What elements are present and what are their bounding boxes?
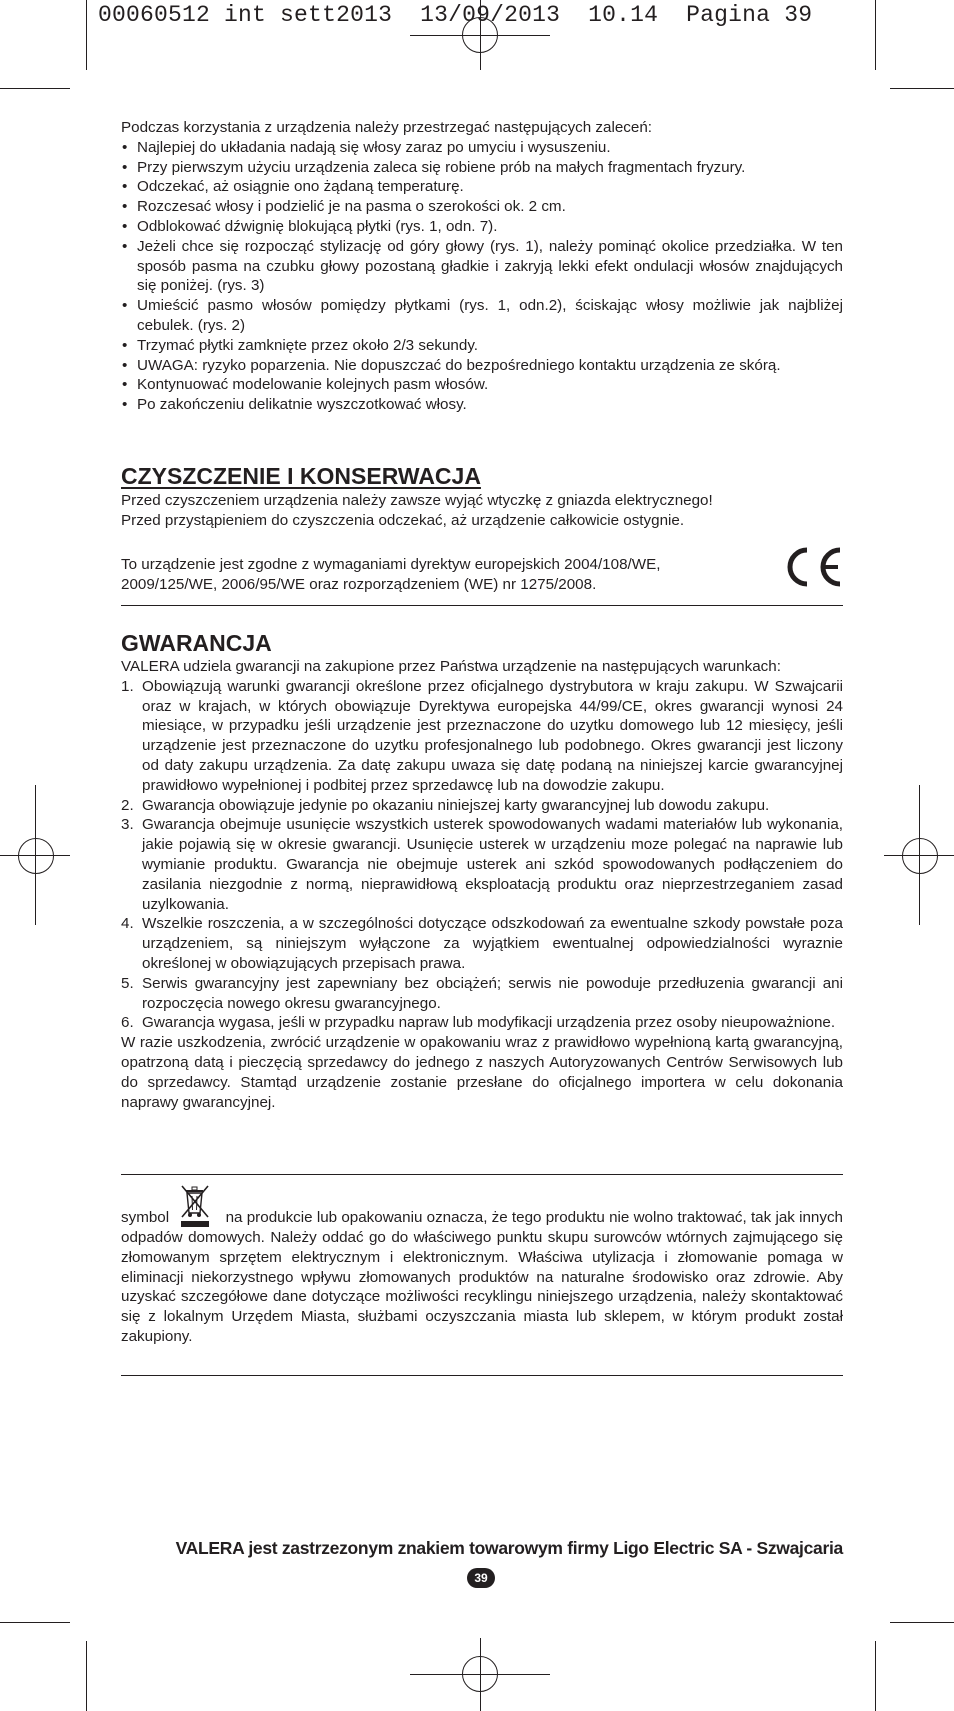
disposal-notice bbox=[121, 1184, 843, 1347]
disposal-text: na produkcie lub opakowaniu oznacza, że tego produktu nie wolno traktować, tak jak innych odpadów domowych. Należy oddać go do właściwego punktu skupu surowców wtórnych zajmującego się złomowanym sprzętem elektrycznym i elektronicznym. Właściwa utylizacja i złomowanie pomaga w eliminacji niekorzystnego wpływu złomowanych produktów na naturalne środowisko oraz zdrowie. Aby uzyskać szczegółowe dane dotyczące możliwości recyklingu niniejszego urządzenia, należy skontaktować się z lokalnym Urzędem Miasta, służbami oczyszczania miasta lub sklepem, w którym produkt został zakupiony. bbox=[121, 1209, 843, 1345]
page-number-badge: 39 bbox=[467, 1568, 495, 1588]
list-item: 4. Wszelkie roszczenia, a w szczególności dotyczące odszkodowań za ewentualne szkody powstałe poza urządzeniem, są niniejszym wyłączone za wyjątkiem ewentualnej odpowiedzialności wyraznie określonej w obowiązujących przepisach prawa. bbox=[121, 915, 843, 972]
trademark-notice: VALERA jest zastrzezonym znakiem towarowym firmy Ligo Electric SA - Szwajcaria bbox=[175, 1538, 843, 1558]
printer-slug bbox=[98, 2, 812, 28]
list-item: • Rozczesać włosy i podzielić je na pasma o szerokości ok. 2 cm. bbox=[121, 197, 843, 217]
slug-page: Pagina 39 bbox=[686, 2, 813, 28]
list-item: • Najlepiej do układania nadają się włosy zaraz po umyciu i wysuszeniu. bbox=[121, 138, 843, 158]
crop-mark-top-left-vertical bbox=[86, 0, 87, 70]
crop-mark-bottom-left-vertical bbox=[86, 1641, 87, 1711]
divider bbox=[121, 1174, 843, 1175]
list-item: • Przy pierwszym użyciu urządzenia zaleca się robiene prób na małych fragmentach fryzury. bbox=[121, 158, 843, 178]
crop-mark-bottom-left-horizontal bbox=[0, 1622, 70, 1623]
list-item: • Trzymać płytki zamknięte przez około 2/3 sekundy. bbox=[121, 336, 843, 356]
list-item: • Po zakończeniu delikatnie wyszczotkować włosy. bbox=[121, 395, 843, 415]
list-item: • Jeżeli chce się rozpocząć stylizację od góry głowy (rys. 1), należy pominąć okolice przedziałka. W ten sposób pasma na czubku głowy pozostaną gładkie i zakryją lekki efekt ondulacji włosów znajdujących się poniżej. (rys. 3) bbox=[121, 237, 843, 296]
slug-date: 13/09/2013 bbox=[420, 2, 561, 28]
disposal-prefix: symbol bbox=[121, 1209, 170, 1227]
list-item: • Kontynuować modelowanie kolejnych pasm włosów. bbox=[121, 375, 843, 395]
crossed-out-wheelie-bin-icon bbox=[175, 1184, 215, 1228]
warranty-intro: VALERA udziela gwarancji na zakupione przez Państwa urządzenie na następujących warunkach: bbox=[121, 658, 781, 675]
compliance-line-1: To urządzenie jest zgodne z wymaganiami dyrektyw europejskich 2004/108/WE, bbox=[121, 556, 661, 573]
crop-mark-top-left-horizontal bbox=[0, 88, 70, 89]
cleaning-line-2: Przed przystąpieniem do czyszczenia odczekać, aż urządzenie całkowicie ostygnie. bbox=[121, 511, 685, 529]
list-item: 3. Gwarancja obejmuje usunięcie wszystkich usterek spowodowanych wadami materiałów lub wykonania, jakie pojawią się w okresie gwarancji. Usunięcie usterek w urządzeniu moze polegać na naprawie lub wymianie produktu. Gwarancja nie obejmuje usterek ani szkód spowodowanych podłączeniem do zasilania niezgodnie z normą, nieprawidłową eksploatacją produktu oraz nieprzestrzeganiem zasad uzylkowania. bbox=[121, 816, 843, 913]
usage-section bbox=[121, 118, 843, 415]
crop-mark-top-right-vertical bbox=[875, 0, 876, 70]
list-item: 1. Obowiązują warunki gwarancji określone przez oficjalnego dystrybutora w kraju zakupu. W Szwajcarii oraz w krajach, w których obowiązuje Dyrektywa europejska 44/99/CE, okres gwarancji wynosi 24 miesiące, w przypadku jeśli urządzenie jest przeznaczone do uzytku domowego lub 12 miesięcy, jeśli urządzenie jest przeznaczone do uzytku profesjonalnego lub podobnego. Okres gwarancji jest liczony od daty zakupu urządzenia. Za datę zakupu uwaza się datę podaną na niniejszej karcie gwarancyjnej prawidłowo wypełnionej i podbitej przez sprzedawcę lub na dowodzie zakupu. bbox=[121, 677, 843, 794]
cleaning-line-1: Przed czyszczeniem urządzenia należy zawsze wyjąć wtyczkę z gniazda elektrycznego! bbox=[121, 492, 713, 509]
crop-mark-bottom-right-horizontal bbox=[890, 1622, 954, 1623]
list-item: • Odczekać, aż osiągnie ono żądaną temperaturę. bbox=[121, 177, 843, 197]
usage-list bbox=[121, 138, 843, 415]
slug-name: int sett2013 bbox=[224, 2, 393, 28]
compliance-line-2: 2009/125/WE, 2006/95/WE oraz rozporządzeniem (WE) nr 1275/2008. bbox=[121, 575, 597, 593]
crop-mark-bottom-right-vertical bbox=[875, 1641, 876, 1711]
list-item: 2. Gwarancja obowiązuje jedynie po okazaniu niniejszej karty gwarancyjnej lub dowodu zakupu. bbox=[121, 796, 770, 814]
list-item: 5. Serwis gwarancyjny jest zapewniany bez obciążeń; serwis nie powoduje przedłuzenia gwarancji ani rozpoczęcia nowego okresu gwarancyjnego. bbox=[121, 974, 843, 1012]
divider bbox=[121, 605, 843, 606]
list-item: • Odblokować dźwignię blokującą płytki (rys. 1, odn. 7). bbox=[121, 217, 843, 237]
list-item: • UWAGA: ryzyko poparzenia. Nie dopuszczać do bezpośredniego kontaktu urządzenia ze skórą. bbox=[121, 356, 843, 376]
warranty-list bbox=[121, 677, 843, 1033]
warranty-section bbox=[121, 629, 843, 1112]
ce-mark-icon bbox=[780, 545, 846, 589]
slug-code: 00060512 bbox=[98, 2, 211, 28]
warranty-heading: GWARANCJA bbox=[121, 630, 272, 656]
list-item: 6. Gwarancja wygasa, jeśli w przypadku napraw lub modyfikacji urządzenia przez osoby nieupoważnione. bbox=[121, 1014, 836, 1032]
divider bbox=[121, 1375, 843, 1376]
slug-time: 10.14 bbox=[588, 2, 659, 28]
compliance-statement bbox=[121, 555, 721, 595]
warranty-closing: W razie uszkodzenia, zwrócić urządzenie w opakowaniu wraz z prawidłowo wypełnioną kartą gwarancyjną, opatrzoną datą i pieczęcią sprzedawcy do jednego z naszych Autoryzowanych Centrów Serwisowych lub do sprzedawcy. Stamtąd urządzenie zostanie przesłane do oficjalnego importera w celu dokonania naprawy gwarancyjnej. bbox=[121, 1034, 843, 1111]
cleaning-section bbox=[121, 462, 843, 531]
usage-intro: Podczas korzystania z urządzenia należy przestrzegać następujących zaleceń: bbox=[121, 119, 652, 136]
crop-mark-top-right-horizontal bbox=[890, 88, 954, 89]
list-item: • Umieścić pasmo włosów pomiędzy płytkami (rys. 1, odn.2), ściskając włosy możliwie jak najbliżej cebulek. (rys. 2) bbox=[121, 296, 843, 336]
cleaning-heading: CZYSZCZENIE I KONSERWACJA bbox=[121, 463, 481, 489]
